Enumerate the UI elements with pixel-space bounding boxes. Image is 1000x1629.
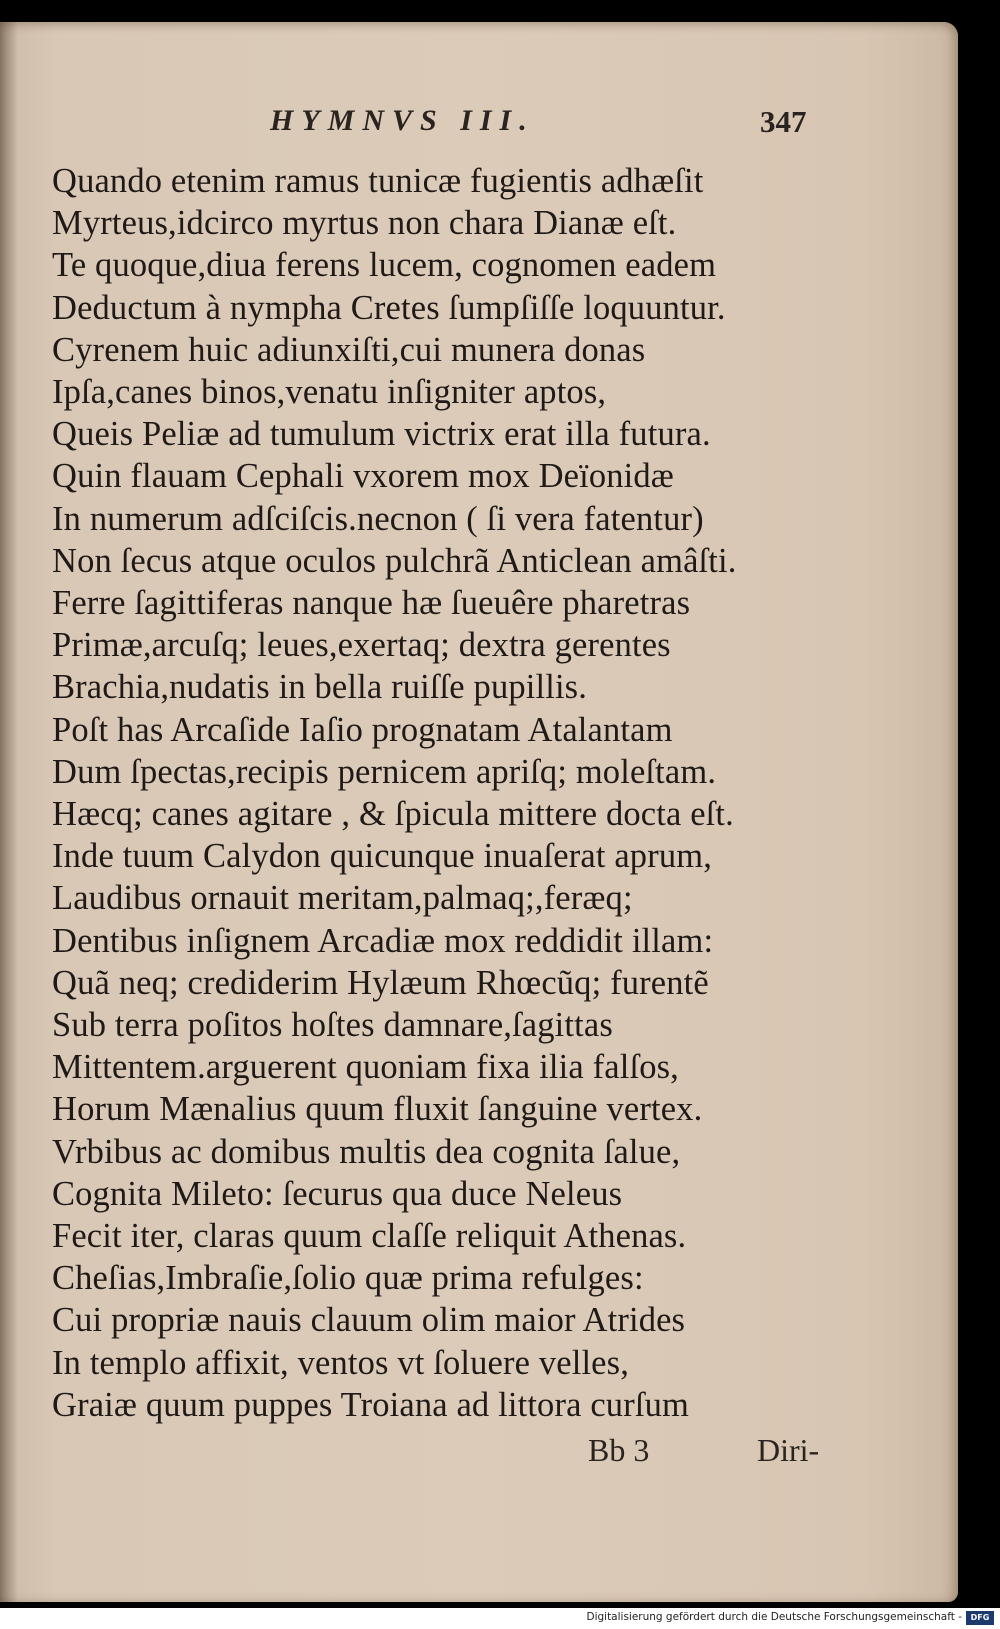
verse-line: Graiæ quum puppes Troiana ad littora curſum <box>52 1385 689 1424</box>
verse-line: Poſt has Arcaſide Iaſio prognatam Atalantam <box>52 710 673 749</box>
digitization-footer <box>0 1608 1000 1629</box>
verse-line: Laudibus ornauit meritam,palmaq;,feræq; <box>52 879 633 918</box>
verse-line: Quando etenim ramus tunicæ fugientis adhæſit <box>52 162 704 200</box>
verse-line: Cyrenem huic adiunxiſti,cui munera donas <box>52 330 646 369</box>
catchword: Diri- <box>757 1432 820 1468</box>
verse-line: Vrbibus ac domibus multis dea cognita ſalue, <box>52 1132 681 1171</box>
verse-line: In numerum adſciſcis.necnon ( ſi vera fatentur) <box>52 499 704 538</box>
verse-line: Deductum à nympha Cretes ſumpſiſſe loquuntur. <box>52 288 726 327</box>
verse-line: Primæ,arcuſq; leues,exertaq; dextra gerentes <box>52 626 671 665</box>
verse-line: Cognita Mileto: ſecurus qua duce Neleus <box>52 1174 623 1213</box>
signature-mark: Bb 3 <box>588 1432 650 1468</box>
verse-line: Fecit iter, claras quum claſſe reliquit Athenas. <box>52 1217 687 1256</box>
verse-line: Quin flauam Cephali vxorem mox Deïonidæ <box>52 457 674 496</box>
verse-line: Ipſa,canes binos,venatu inſigniter aptos, <box>52 373 607 412</box>
verse-line: Cheſias,Imbraſie,ſolio quæ prima refulges: <box>52 1259 644 1298</box>
verse-line: In templo affixit, ventos vt ſoluere velles, <box>52 1343 629 1382</box>
dfg-logo: DFG <box>966 1611 994 1625</box>
verse-line: Brachia,nudatis in bella ruiſſe pupillis. <box>52 668 588 707</box>
page-number: 347 <box>760 104 807 139</box>
verse-line: Cui propriæ nauis clauum olim maior Atrides <box>52 1301 686 1340</box>
verse-line: Quã neq; crediderim Hylæum Rhœcũq; furentẽ <box>52 963 709 1002</box>
verse-line: Te quoque,diua ferens lucem, cognomen eadem <box>52 246 717 285</box>
verse-line: Mittentem.arguerent quoniam fixa ilia falſos, <box>52 1048 679 1087</box>
footer-credit-text: Digitalisierung gefördert durch die Deutsche Forschungsgemeinschaft - <box>586 1611 962 1623</box>
verse-line: Sub terra poſitos hoſtes damnare,ſagittas <box>52 1006 613 1045</box>
verse-line: Inde tuum Calydon quicunque inuaſerat aprum, <box>52 837 713 876</box>
spine-shadow <box>0 22 18 1602</box>
verse-line: Dum ſpectas,recipis pernicem apriſq; moleſtam. <box>52 752 717 791</box>
verse-line: Hæcq; canes agitare , & ſpicula mittere docta eſt. <box>52 795 734 834</box>
running-title: HYMNVS III. <box>270 104 535 137</box>
verse-line: Dentibus inſignem Arcadiæ mox reddidit illam: <box>52 921 714 960</box>
verse-line: Ferre ſagittiferas nanque hæ ſueuêre pharetras <box>52 584 691 623</box>
verse-line: Queis Peliæ ad tumulum victrix erat illa futura. <box>52 415 711 454</box>
verse-line: Non ſecus atque oculos pulchrã Anticlean amâſti. <box>52 541 737 580</box>
verse-line: Horum Mænalius quum fluxit ſanguine vertex. <box>52 1090 703 1129</box>
book-page <box>0 22 958 1602</box>
verse-text <box>52 160 852 1426</box>
verse-line: Myrteus,idcirco myrtus non chara Dianæ eſt. <box>52 204 677 243</box>
